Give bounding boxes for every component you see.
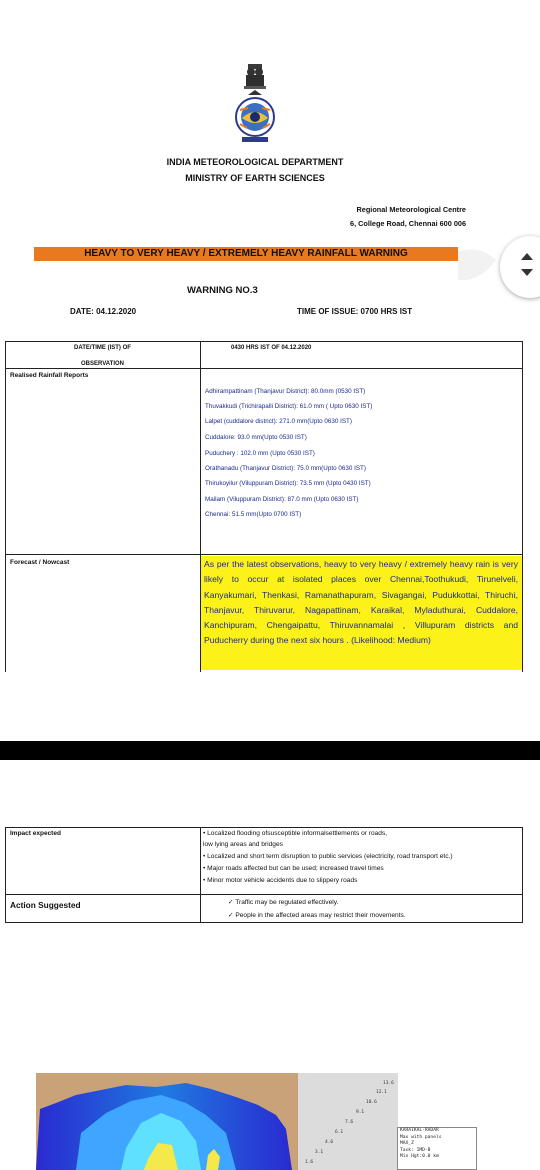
table-border <box>200 827 201 923</box>
rainfall-report: Adhirampattinam (Thanjavur District): 80.0mm (0530 IST) <box>205 388 366 395</box>
action-item: ✓ Traffic may be regulated effectively. <box>228 899 339 906</box>
radar-image <box>36 1073 298 1170</box>
scale-label: 7.6 <box>345 1120 354 1125</box>
col-header-observation: OBSERVATION <box>80 361 124 367</box>
rainfall-report: Orathanadu (Thanjavur District): 75.0 mm(Upto 0630 IST) <box>205 465 366 472</box>
impact-item: • Localized flooding ofsusceptible informalsettlements or roads, <box>203 830 388 837</box>
scale-label: 9.1 <box>356 1110 365 1115</box>
scroll-control[interactable] <box>500 236 540 298</box>
col-header-time: 0430 HRS IST OF 04.12.2020 <box>231 345 312 351</box>
rainfall-report: Lalpet (cuddalore district): 271.0 mm(Upto 0630 IST) <box>205 418 352 425</box>
col-header-datetime: DATE/TIME (IST) OF <box>74 345 131 351</box>
radar-info-line: Max with panels <box>400 1134 442 1140</box>
radar-info-box <box>397 1127 477 1170</box>
table-border <box>5 827 6 923</box>
action-label: Action Suggested <box>10 900 81 910</box>
rainfall-report: Mailam (Viluppuram District): 87.0 mm (Upto 0630 IST) <box>205 496 359 503</box>
scale-label: 10.6 <box>366 1100 377 1105</box>
impact-label: Impact expected <box>10 830 61 837</box>
rainfall-report: Thirukoyilur (Viluppuram District): 73.5 mm (Upto 0430 IST) <box>205 480 371 487</box>
table-border <box>5 341 6 672</box>
warning-banner: HEAVY TO VERY HEAVY / EXTREMELY HEAVY RAINFALL WARNING <box>34 247 458 261</box>
rmc-address: 6, College Road, Chennai 600 006 <box>350 219 466 228</box>
rainfall-report: Chennai: 51.5 mm(Upto 0700 IST) <box>205 511 302 518</box>
radar-info-line: Task: IMD-B <box>400 1147 431 1153</box>
table-border <box>522 827 523 923</box>
issue-time: TIME OF ISSUE: 0700 HRS IST <box>297 307 413 316</box>
scale-label: 13.6 <box>383 1081 394 1086</box>
scale-label: 1.6 <box>305 1160 314 1165</box>
banner-decoration <box>458 242 498 282</box>
scale-label: 4.6 <box>325 1140 334 1145</box>
scale-label: 6.1 <box>335 1130 344 1135</box>
table-border <box>5 368 522 369</box>
chevron-up-icon[interactable] <box>521 253 533 260</box>
org-name: INDIA METEOROLOGICAL DEPARTMENT <box>166 157 344 167</box>
emblem-icon <box>232 62 278 144</box>
table-border <box>5 554 522 555</box>
realised-rainfall-label: Realised Rainfall Reports <box>10 372 89 379</box>
radar-info-line: KARAIKAL-RADAR <box>400 1128 439 1133</box>
radar-scale-panel <box>298 1073 398 1170</box>
rmc-name: Regional Meteorological Centre <box>356 205 466 214</box>
table-border <box>522 341 523 672</box>
scale-label: 3.1 <box>315 1150 324 1155</box>
table-border <box>5 341 522 342</box>
table-border <box>5 827 522 828</box>
table-border <box>5 894 522 895</box>
issue-date: DATE: 04.12.2020 <box>70 307 137 316</box>
forecast-text: As per the latest observations, heavy to very heavy / extremely heavy rain is very likely to occur at isolated places over Chennai,Toothukudi, Tirunelveli, Kanyakumari, Thenkasi, Ramanathapuram, Sivagangai, Pudukkottai, Thiruchi, Thanjavur, Thiruvarur, Nagapattinam, Karaikal, Myladuthurai, Cuddalore, Kanchipuram, Chengaipattu, Thiruvannamalai , Villupuram districts and Puducherry during the next six hours . (Likelihood: Medium) <box>204 559 518 646</box>
impact-item: low lying areas and bridges <box>203 841 283 848</box>
rainfall-report: Puduchery : 102.0 mm (Upto 0530 IST) <box>205 450 315 457</box>
rainfall-report: Thuvakkudi (Trichirapalli District): 61.0 mm ( Upto 0630 IST) <box>205 403 373 410</box>
chevron-down-icon[interactable] <box>521 269 533 276</box>
forecast-label: Forecast / Nowcast <box>10 559 70 566</box>
impact-item: • Major roads affected but can be used; increased travel times <box>203 865 384 872</box>
rainfall-report: Cuddalore: 93.0 mm(Upto 0530 IST) <box>205 434 307 441</box>
impact-item: • Localized and short term disruption to public services (electricity, road transport etc.) <box>203 853 453 860</box>
ministry-name: MINISTRY OF EARTH SCIENCES <box>185 173 325 183</box>
radar-info-line: Min Hgt:0.0 km <box>400 1154 439 1160</box>
action-item: ✓ People in the affected areas may restrict their movements. <box>228 912 406 919</box>
radar-info-line: MAX_Z <box>400 1141 414 1147</box>
table-border <box>5 922 522 923</box>
scale-label: 12.1 <box>376 1090 387 1095</box>
impact-item: • Minor motor vehicle accidents due to slippery roads <box>203 877 358 884</box>
warning-number: WARNING NO.3 <box>187 285 258 296</box>
page-separator <box>0 741 540 760</box>
